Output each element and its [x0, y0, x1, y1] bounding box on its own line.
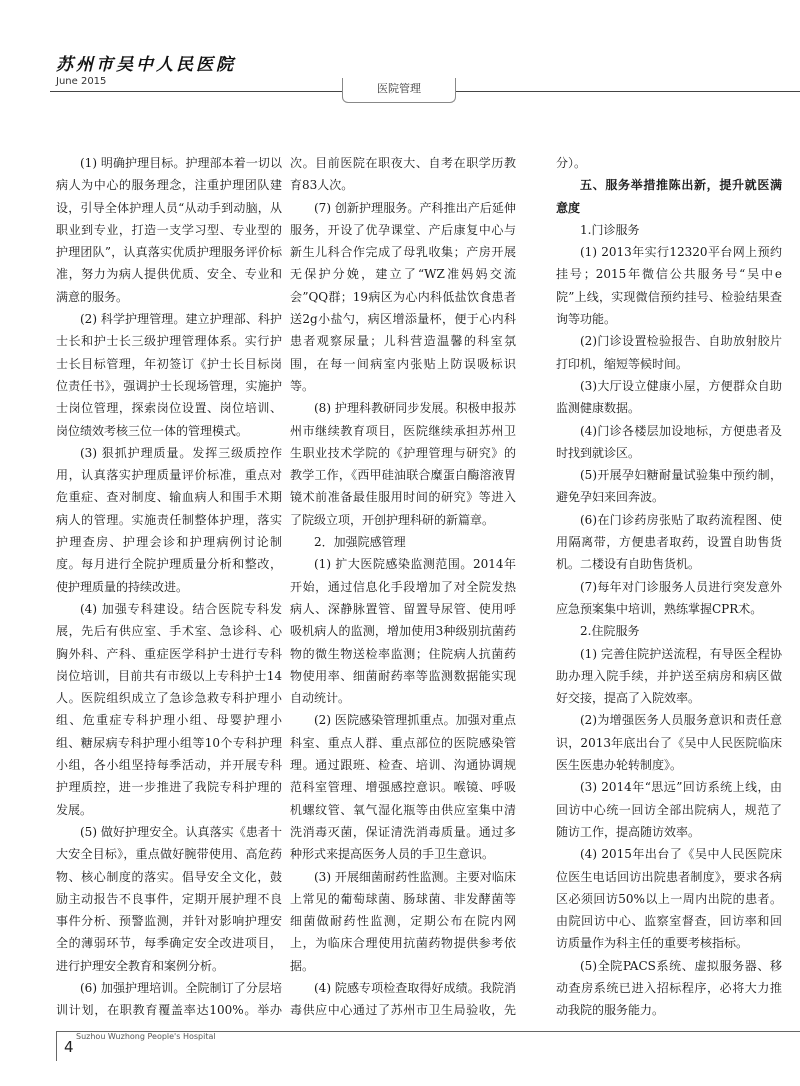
paragraph: (3) 狠抓护理质量。发挥三级质控作用，认真落实护理质量评价标准，重点对危重症、查对制度、输血病人和围手术期病人的管理。实施责任制整体护理，落实护理查房、护理会诊和护理病例讨论制度。每月进行全院护理质量分析和整改，使护理质量的持续改进。: [56, 445, 282, 594]
paragraph: (2) 医院感染管理抓重点。加强对重点科室、重点人群、重点部位的医院感染管理。通过跟班、检查、培训、沟通协调规范科室管理、增强感控意识。喉镜、呼吸机螺纹管、氧气湿化瓶等由供应室集中清洗消毒灭菌，保证清洗消毒质量。通过多种形式来提高医务人员的手卫生意识。: [290, 713, 516, 862]
footer-divider-vertical: [56, 1031, 57, 1061]
paragraph: (5)开展孕妇糖耐量试验集中预约制，避免孕妇来回奔波。: [556, 468, 782, 505]
paragraph: (4) 院感专项检查取得好成绩。我院消毒供应中心通过了苏州市卫生局验收，先: [290, 980, 516, 1018]
paragraph: 2.住院服务: [580, 624, 640, 639]
paragraph: (2)为增强医务人员服务意识和责任意识，2013年底出台了《吴中人民医院临床医生医患办轮转制度》。: [556, 713, 782, 773]
section-tab: 医院管理: [342, 78, 456, 103]
text-column-2: [290, 152, 516, 1026]
paragraph: (1) 2013年实行12320平台网上预约挂号；2015年微信公共服务号“吴中e院”上线，实现微信预约挂号、检验结果查询等功能。: [556, 245, 782, 327]
paragraph: 次。目前医院在职夜大、自考在职学历教育83人次。: [290, 156, 516, 193]
hospital-logo: 苏州市吴中人民医院: [56, 55, 236, 75]
paragraph: (6)在门诊药房张贴了取药流程图、使用隔离带，方便患者取药，设置自助售货机。二楼设有自助售货机。: [556, 512, 782, 572]
text-column-1: [56, 152, 282, 1026]
paragraph: (1) 完善住院护送流程，有导医全程协助办理入院手续，并护送至病房和病区做好交接，提高了入院效率。: [556, 646, 782, 706]
paragraph: (1) 明确护理目标。护理部本着一切以病人为中心的服务理念，注重护理团队建设，引导全体护理人员“从动手到动脑，从职业到专业，打造一支学习型、专业型的护理团队”，认真落实优质护理服务评价标准，努力为病人提供优质、安全、专业和满意的服务。: [56, 156, 282, 304]
section-heading: [556, 1022, 782, 1026]
paragraph: (8) 护理科教研同步发展。积极申报苏州市继续教育项目，医院继续承担苏州卫生职业技术学院的《护理管理与研究》的教学工作，《西甲硅油联合糜蛋白酶溶液胃镜术前准备最佳服用时间的研究》等进入了院级立项，开创护理科研的新篇章。: [290, 401, 516, 527]
issue-date: June 2015: [56, 76, 107, 87]
paragraph: (2)门诊设置检验报告、自助放射胶片打印机，缩短等候时间。: [556, 334, 782, 371]
paragraph: 分）。: [556, 156, 587, 170]
page-number: 4: [64, 1038, 74, 1056]
paragraph: (6) 加强护理培训。全院制订了分层培训计划，在职教育覆盖率达100%。举办: [56, 980, 282, 1018]
paragraph: (2) 科学护理管理。建立护理部、科护士长和护士长三级护理管理体系。实行护士长目标管理，年初签订《护士长目标岗位责任书》，强调护士长现场管理，实施护士岗位管理，探索岗位设置、岗位培训、岗位绩效考核三位一体的管理模式。: [56, 312, 282, 438]
paragraph: (3)大厅设立健康小屋，方便群众自助监测健康数据。: [556, 378, 782, 416]
paragraph: (5) 做好护理安全。认真落实《患者十大安全目标》，重点做好腕带使用、高危药物、核心制度的落实。倡导安全文化，鼓励主动报告不良事件，定期开展护理不良事件分析、预警监测，并针对影响护理安全的薄弱环节，每季确定安全改进项目，进行护理安全教育和案例分析。: [56, 824, 282, 973]
section-heading: 五、服务举措推陈出新，提升就医满意度: [556, 178, 782, 215]
paragraph: (7) 创新护理服务。产科推出产后延伸服务，开设了优孕课堂、产后康复中心与新生儿科合作完成了母乳收集；产房开展无保护分娩，建立了“WZ准妈妈交流会”QQ群；19病区为心内科低盐饮食患者送2g小盐勺，病区增添量杯，便于心内科患者观察尿量；儿科营造温馨的科室氛围，在每一间病室内张贴上防误吸标识等。: [290, 200, 516, 393]
paragraph: (1) 扩大医院感染监测范围。2014年开始，通过信息化手段增加了对全院发热病人、深静脉置管、留置导尿管、使用呼吸机病人的监测，增加使用3种级别抗菌药物的微生物送检率监测；住院病人抗菌药物使用率、细菌耐药率等监测数据能实现自动统计。: [290, 557, 516, 706]
paragraph: 2．加强院感管理: [314, 535, 406, 550]
footer-hospital-name: Suzhou Wuzhong People's Hospital: [76, 1032, 216, 1041]
paragraph: (4)门诊各楼层加设地标，方便患者及时找到就诊区。: [556, 423, 782, 460]
paragraph: (3) 2014年“思远”回访系统上线，由回访中心统一回访全部出院病人，规范了随访工作，提高随访效率。: [556, 780, 782, 839]
paragraph: (5)全院PACS系统、虚拟服务器、移动查房系统已进入招标程序，必将大力推动我院的服务能力。: [556, 958, 782, 1018]
paragraph: (7)每年对门诊服务人员进行突发意外应急预案集中培训，熟练掌握CPR术。: [556, 579, 782, 616]
paragraph: 1.门诊服务: [580, 222, 640, 237]
paragraph: (4) 2015年出台了《吴中人民医院床位医生电话回访出院患者制度》，要求各病区必须回访50%以上一周内出院的患者。由院回访中心、监察室督查，回访率和回访质量作为科主任的重要考核指标。: [556, 847, 782, 951]
text-column-3: [556, 152, 782, 1026]
paragraph: (3) 开展细菌耐药性监测。主要对临床上常见的葡萄球菌、肠球菌、非发酵菌等细菌做耐药性监测，定期公布在院内网上，为临床合理使用抗菌药物提供参考依据。: [290, 869, 516, 973]
page-header: [0, 0, 800, 100]
paragraph: (4) 加强专科建设。结合医院专科发展，先后有供应室、手术室、急诊科、心胸外科、产科、重症医学科护士进行专科岗位培训，目前共有市级以上专科护士14人。医院组织成立了急诊急救专科护理小组、危重症专科护理小组、母婴护理小组、糖尿病专科护理小组等10个专科护理小组，各小组坚持每季活动，并开展专科护理质控，进一步推进了我院专科护理的发展。: [56, 601, 282, 817]
